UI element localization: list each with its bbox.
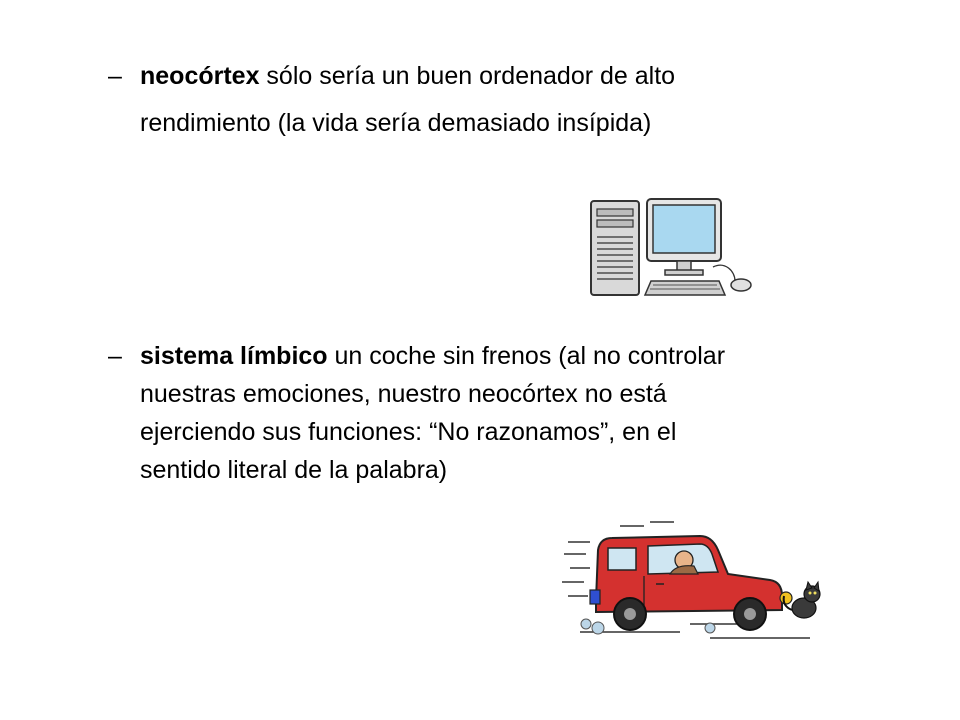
bullet-line-1 xyxy=(140,342,725,371)
bullet-dash: – xyxy=(108,62,122,90)
bullet-line-2: rendimiento (la vida sería demasiado insípida) xyxy=(140,109,652,137)
bullet-line-4: sentido literal de la palabra) xyxy=(140,456,448,484)
bullet-dash: – xyxy=(108,342,122,370)
bullet-line-3: ejerciendo sus funciones: “No razonamos”, en el xyxy=(140,418,677,446)
car-window xyxy=(608,548,636,570)
bullet-text: sólo sería un buen ordenador de alto xyxy=(259,62,676,90)
term-sistema-limbico: sistema límbico xyxy=(140,342,328,370)
bullet-line-1 xyxy=(140,62,675,91)
bullet-line-2: nuestras emociones, nuestro neocórtex no está xyxy=(140,380,667,408)
bullet-text: un coche sin frenos (al no controlar xyxy=(327,342,726,370)
monitor-screen xyxy=(653,205,715,253)
rear-light xyxy=(590,590,600,604)
computer-illustration xyxy=(585,195,760,300)
term-neocortex: neocórtex xyxy=(140,62,260,90)
car-illustration xyxy=(560,520,835,650)
keyboard xyxy=(645,281,725,295)
mouse xyxy=(731,279,751,291)
headlight xyxy=(780,592,792,604)
